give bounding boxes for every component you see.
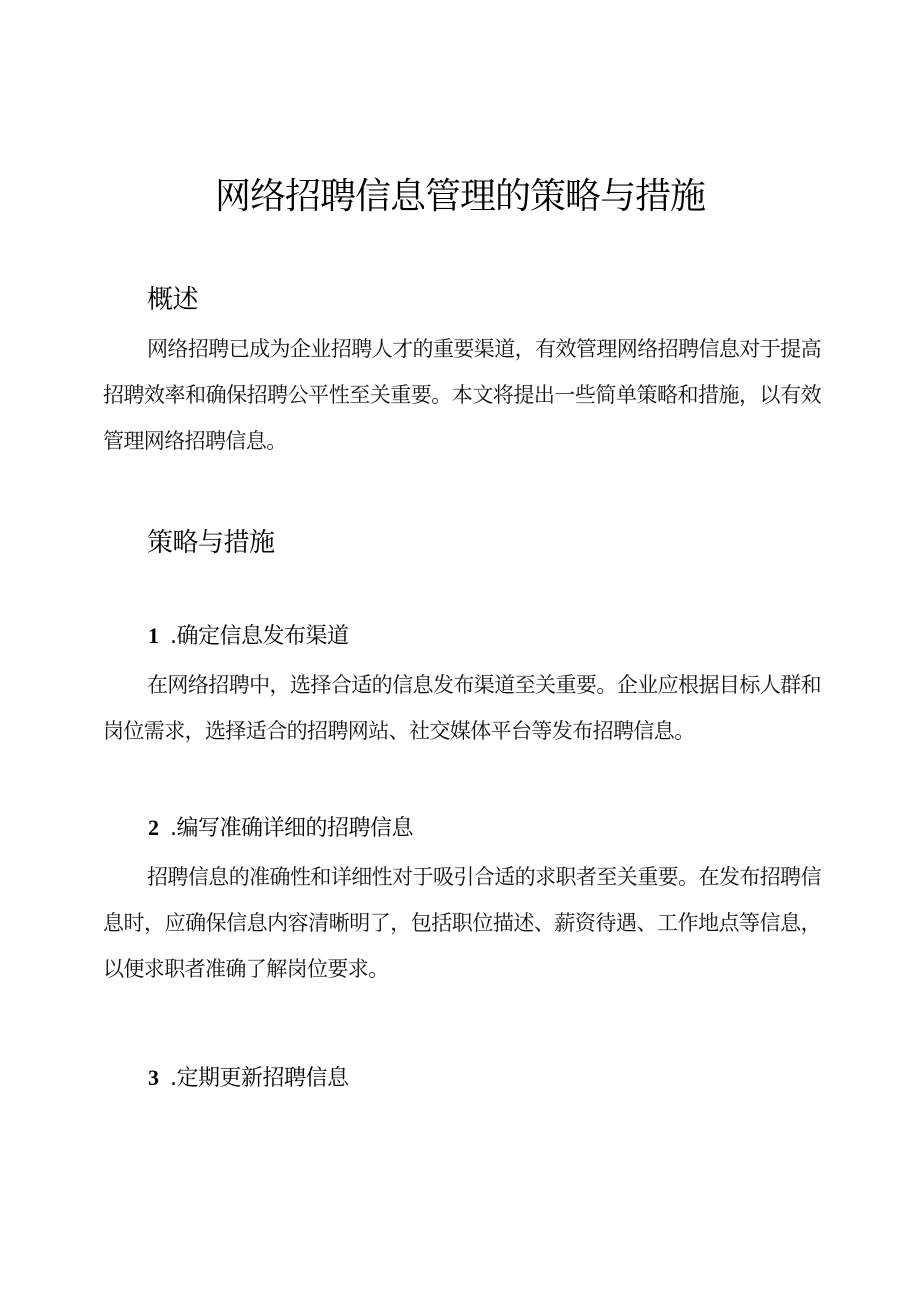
strategy-2-title: .编写准确详细的招聘信息 xyxy=(170,816,413,841)
strategy-2-number: 2 xyxy=(148,815,159,840)
strategy-3-number: 3 xyxy=(148,1065,159,1090)
strategy-2-paragraph: 招聘信息的准确性和详细性对于吸引合适的求职者至关重要。在发布招聘信息时，应确保信息内容清晰明了，包括职位描述、薪资待遇、工作地点等信息，以便求职者准确了解岗位要求。 xyxy=(103,865,821,981)
strategy-1-paragraph: 在网络招聘中，选择合适的信息发布渠道至关重要。企业应根据目标人群和岗位需求，选择适合的招聘网站、社交媒体平台等发布招聘信息。 xyxy=(103,673,821,743)
overview-heading: 概述 xyxy=(147,285,199,315)
strategy-1-number: 1 xyxy=(148,623,159,648)
strategy-1-title: .确定信息发布渠道 xyxy=(170,624,349,649)
strategy-2-heading xyxy=(148,812,413,845)
strategy-1-heading xyxy=(148,620,349,653)
overview-paragraph: 网络招聘已成为企业招聘人才的重要渠道，有效管理网络招聘信息对于提高招聘效率和确保招聘公平性至关重要。本文将提出一些简单策略和措施，以有效管理网络招聘信息。 xyxy=(103,337,821,453)
document-title: 网络招聘信息管理的策略与措施 xyxy=(214,176,705,217)
strategy-3-heading xyxy=(148,1062,349,1095)
strategy-3-title: .定期更新招聘信息 xyxy=(170,1066,349,1091)
strategies-heading: 策略与措施 xyxy=(147,528,275,558)
